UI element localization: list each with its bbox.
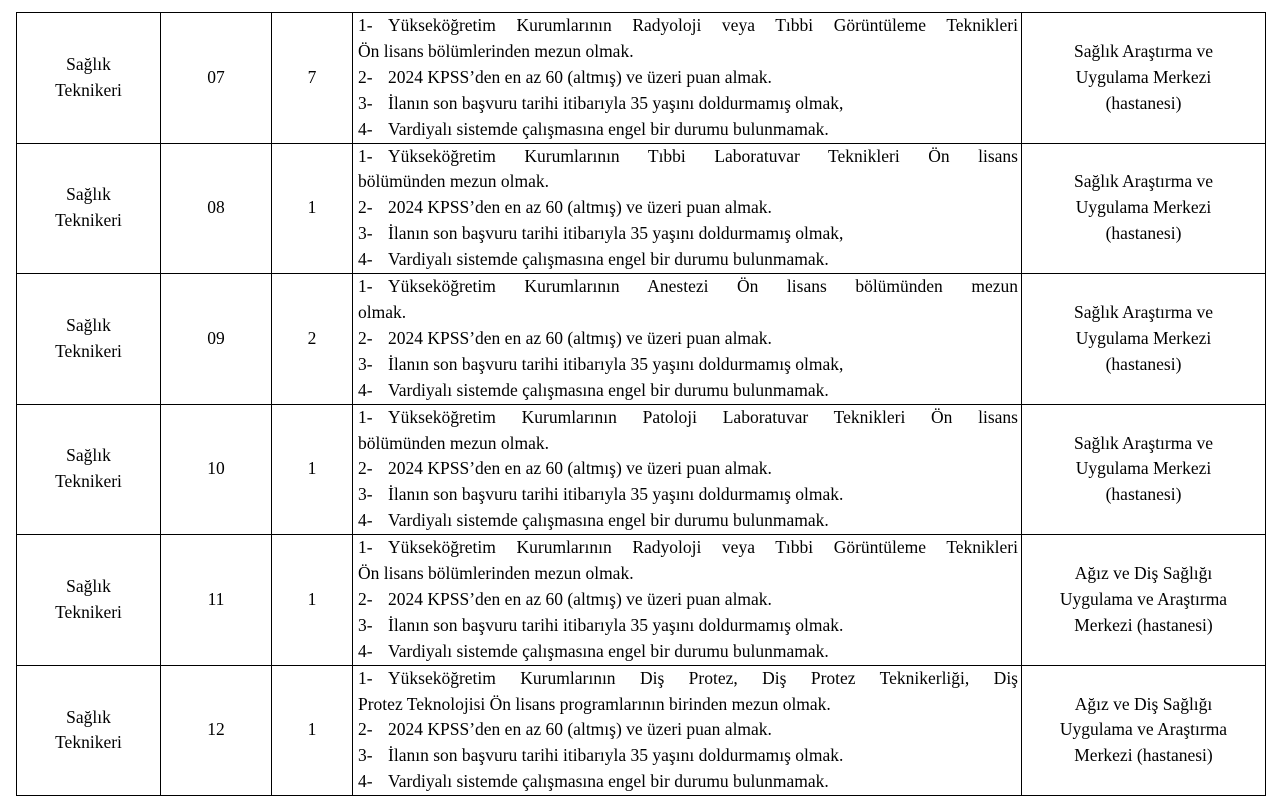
position-title-line: Sağlık [66, 445, 111, 466]
requirements-cell [353, 274, 1022, 405]
requirement-text: Ön lisans bölümlerinden mezun olmak. [358, 563, 634, 584]
requirement-text: olmak. [358, 301, 407, 322]
requirement-line [358, 431, 1018, 457]
position-title-line: Teknikeri [55, 340, 122, 361]
requirement-number: 3- [358, 353, 373, 374]
position-code: 12 [207, 719, 225, 740]
requirement-line [358, 65, 1018, 91]
position-code: 10 [207, 458, 225, 479]
requirement-number: 1- [358, 145, 373, 166]
position-title-line: Teknikeri [55, 210, 122, 231]
position-count-cell [272, 404, 353, 535]
table-row [17, 404, 1266, 535]
requirement-line [358, 326, 1018, 352]
unit-cell [1022, 665, 1266, 796]
position-title-cell [17, 143, 161, 274]
requirement-line [358, 587, 1018, 613]
unit-line: Uygulama Merkezi [1075, 66, 1212, 87]
unit-line: Uygulama ve Araştırma [1059, 719, 1228, 740]
requirements-cell [353, 13, 1022, 144]
requirement-number: 4- [358, 118, 373, 139]
requirement-text: 2024 KPSS’den en az 60 (altmış) ve üzeri puan almak. [388, 66, 772, 87]
requirements-cell [353, 535, 1022, 666]
requirement-text: İlanın son başvuru tarihi itibarıyla 35 yaşını doldurmamış olmak, [388, 223, 844, 244]
position-count-cell [272, 143, 353, 274]
position-code: 11 [207, 588, 225, 609]
requirement-number: 1- [358, 667, 373, 688]
position-title-cell [17, 274, 161, 405]
position-code-cell [161, 535, 272, 666]
position-count: 1 [307, 458, 317, 479]
requirements-cell [353, 143, 1022, 274]
position-code-cell [161, 404, 272, 535]
requirement-line [358, 639, 1018, 665]
table-row [17, 665, 1266, 796]
position-count: 1 [307, 197, 317, 218]
position-code-cell [161, 274, 272, 405]
requirement-text: Protez Teknolojisi Ön lisans programlarının birinden mezun olmak. [358, 693, 831, 714]
requirement-text: Yükseköğretim Kurumlarının Radyoloji veya Tıbbi Görüntüleme Teknikleri [388, 537, 1018, 558]
unit-line: (hastanesi) [1105, 353, 1182, 374]
requirement-line [358, 300, 1018, 326]
unit-line: Uygulama Merkezi [1075, 197, 1212, 218]
requirement-line [358, 274, 1018, 300]
position-title-cell [17, 13, 161, 144]
requirement-line [358, 769, 1018, 795]
requirement-number: 2- [358, 197, 373, 218]
requirement-text: Vardiyalı sistemde çalışmasına engel bir durumu bulunmamak. [388, 771, 829, 792]
position-count: 2 [307, 327, 317, 348]
position-title-line: Sağlık [66, 53, 111, 74]
unit-line: Merkezi (hastanesi) [1074, 614, 1213, 635]
requirements-cell [353, 404, 1022, 535]
unit-line: (hastanesi) [1105, 484, 1182, 505]
requirement-number: 4- [358, 510, 373, 531]
requirement-text: Vardiyalı sistemde çalışmasına engel bir durumu bulunmamak. [388, 118, 829, 139]
requirement-text: Yükseköğretim Kurumlarının Anestezi Ön lisans bölümünden mezun [388, 276, 1018, 297]
table-row [17, 143, 1266, 274]
position-count-cell [272, 535, 353, 666]
position-count: 1 [307, 588, 317, 609]
position-title-cell [17, 404, 161, 535]
requirement-number: 1- [358, 15, 373, 35]
requirement-line [358, 39, 1018, 65]
requirement-line [358, 508, 1018, 534]
unit-line: Sağlık Araştırma ve [1073, 301, 1213, 322]
requirement-line [358, 247, 1018, 273]
requirement-number: 2- [358, 458, 373, 479]
requirement-line [358, 144, 1018, 170]
requirement-text: Vardiyalı sistemde çalışmasına engel bir durumu bulunmamak. [388, 379, 829, 400]
position-code-cell [161, 13, 272, 144]
requirement-line [358, 378, 1018, 404]
requirement-text: Vardiyalı sistemde çalışmasına engel bir durumu bulunmamak. [388, 640, 829, 661]
requirement-number: 3- [358, 614, 373, 635]
requirement-text: 2024 KPSS’den en az 60 (altmış) ve üzeri puan almak. [388, 458, 772, 479]
unit-line: Ağız ve Diş Sağlığı [1074, 693, 1213, 714]
requirement-number: 1- [358, 537, 373, 558]
requirement-text: Yükseköğretim Kurumlarının Radyoloji veya Tıbbi Görüntüleme Teknikleri [388, 15, 1018, 35]
requirement-line [358, 692, 1018, 718]
position-title-line: Sağlık [66, 706, 111, 727]
requirement-line [358, 195, 1018, 221]
unit-line: Ağız ve Diş Sağlığı [1074, 563, 1213, 584]
requirement-line [358, 482, 1018, 508]
requirement-number: 4- [358, 771, 373, 792]
unit-line: Uygulama Merkezi [1075, 458, 1212, 479]
requirement-line [358, 91, 1018, 117]
requirement-text: bölümünden mezun olmak. [358, 171, 550, 192]
requirement-text: Vardiyalı sistemde çalışmasına engel bir durumu bulunmamak. [388, 510, 829, 531]
position-count-cell [272, 274, 353, 405]
requirement-line [358, 117, 1018, 143]
position-code: 07 [207, 66, 225, 87]
position-title-line: Teknikeri [55, 601, 122, 622]
requirement-line [358, 717, 1018, 743]
requirement-text: 2024 KPSS’den en az 60 (altmış) ve üzeri puan almak. [388, 327, 772, 348]
unit-line: (hastanesi) [1105, 92, 1182, 113]
unit-line: (hastanesi) [1105, 223, 1182, 244]
requirement-line [358, 456, 1018, 482]
unit-cell [1022, 143, 1266, 274]
requirement-text: İlanın son başvuru tarihi itibarıyla 35 yaşını doldurmamış olmak. [388, 484, 844, 505]
position-count: 1 [307, 719, 317, 740]
requirement-line [358, 169, 1018, 195]
requirement-number: 1- [358, 406, 373, 427]
position-code: 09 [207, 327, 225, 348]
position-code-cell [161, 665, 272, 796]
requirement-text: 2024 KPSS’den en az 60 (altmış) ve üzeri puan almak. [388, 588, 772, 609]
unit-line: Sağlık Araştırma ve [1073, 40, 1213, 61]
requirement-line [358, 405, 1018, 431]
requirement-text: İlanın son başvuru tarihi itibarıyla 35 yaşını doldurmamış olmak. [388, 614, 844, 635]
position-title-line: Teknikeri [55, 471, 122, 492]
table-row [17, 274, 1266, 405]
requirement-number: 2- [358, 327, 373, 348]
requirement-number: 3- [358, 745, 373, 766]
unit-line: Sağlık Araştırma ve [1073, 171, 1213, 192]
requirement-line [358, 13, 1018, 39]
requirement-number: 3- [358, 484, 373, 505]
unit-cell [1022, 404, 1266, 535]
table-row [17, 535, 1266, 666]
positions-table-body [17, 13, 1266, 796]
requirement-number: 3- [358, 223, 373, 244]
position-count-cell [272, 13, 353, 144]
requirement-number: 4- [358, 249, 373, 270]
requirement-line [358, 613, 1018, 639]
requirement-number: 1- [358, 276, 373, 297]
requirement-line [358, 221, 1018, 247]
position-title-line: Teknikeri [55, 732, 122, 753]
table-row [17, 13, 1266, 144]
position-title-line: Teknikeri [55, 79, 122, 100]
requirements-cell [353, 665, 1022, 796]
requirement-text: Yükseköğretim Kurumlarının Diş Protez, Diş Protez Teknikerliği, Diş [388, 667, 1018, 688]
positions-table [16, 12, 1266, 796]
requirement-number: 2- [358, 719, 373, 740]
unit-line: Sağlık Araştırma ve [1073, 432, 1213, 453]
requirement-text: İlanın son başvuru tarihi itibarıyla 35 yaşını doldurmamış olmak, [388, 92, 844, 113]
requirement-text: Ön lisans bölümlerinden mezun olmak. [358, 40, 634, 61]
unit-line: Uygulama Merkezi [1075, 327, 1212, 348]
position-title-line: Sağlık [66, 575, 111, 596]
requirement-line [358, 535, 1018, 561]
requirement-text: İlanın son başvuru tarihi itibarıyla 35 yaşını doldurmamış olmak. [388, 745, 844, 766]
requirement-text: İlanın son başvuru tarihi itibarıyla 35 yaşını doldurmamış olmak, [388, 353, 844, 374]
requirement-number: 3- [358, 92, 373, 113]
requirement-line [358, 743, 1018, 769]
position-code: 08 [207, 197, 225, 218]
requirement-text: Yükseköğretim Kurumlarının Tıbbi Laboratuvar Teknikleri Ön lisans [388, 145, 1018, 166]
position-title-cell [17, 665, 161, 796]
position-code-cell [161, 143, 272, 274]
requirement-number: 4- [358, 379, 373, 400]
requirement-number: 4- [358, 640, 373, 661]
position-title-line: Sağlık [66, 184, 111, 205]
requirement-number: 2- [358, 588, 373, 609]
requirement-line [358, 666, 1018, 692]
requirement-text: 2024 KPSS’den en az 60 (altmış) ve üzeri puan almak. [388, 719, 772, 740]
requirement-line [358, 352, 1018, 378]
requirement-text: Vardiyalı sistemde çalışmasına engel bir durumu bulunmamak. [388, 249, 829, 270]
requirement-text: Yükseköğretim Kurumlarının Patoloji Laboratuvar Teknikleri Ön lisans [388, 406, 1018, 427]
requirement-text: 2024 KPSS’den en az 60 (altmış) ve üzeri puan almak. [388, 197, 772, 218]
unit-cell [1022, 274, 1266, 405]
position-title-line: Sağlık [66, 314, 111, 335]
requirement-text: bölümünden mezun olmak. [358, 432, 550, 453]
unit-cell [1022, 535, 1266, 666]
position-count-cell [272, 665, 353, 796]
position-title-cell [17, 535, 161, 666]
unit-line: Merkezi (hastanesi) [1074, 745, 1213, 766]
position-count: 7 [307, 66, 317, 87]
requirement-line [358, 561, 1018, 587]
unit-line: Uygulama ve Araştırma [1059, 588, 1228, 609]
requirement-number: 2- [358, 66, 373, 87]
unit-cell [1022, 13, 1266, 144]
